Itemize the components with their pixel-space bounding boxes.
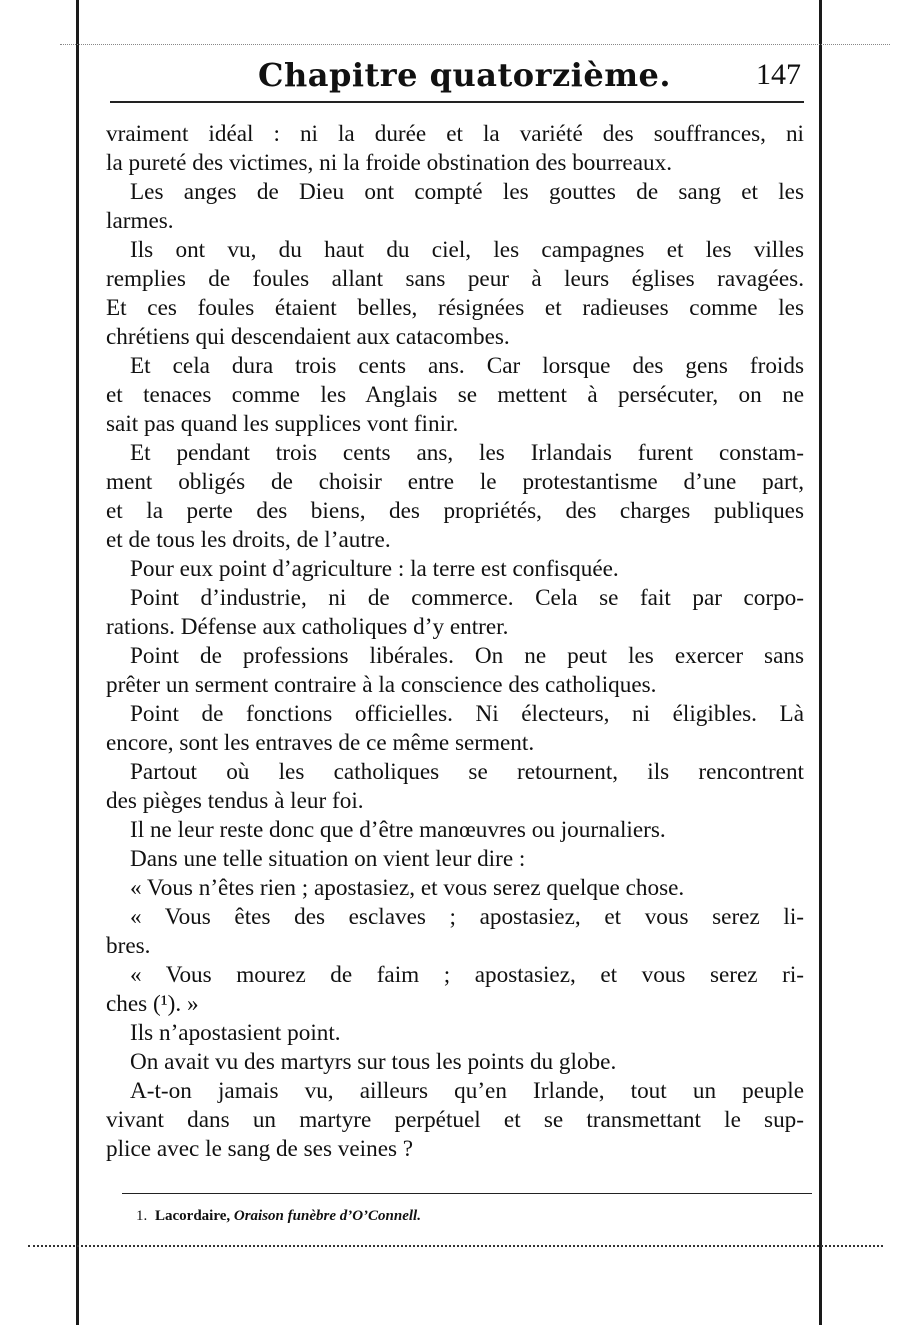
crop-mark-left — [76, 0, 79, 1325]
running-title: Chapitre quatorzième. — [258, 56, 672, 94]
page-header — [108, 52, 803, 102]
page-number: 147 — [756, 58, 801, 91]
text-line: ment obligés de choisir entre le protestantisme d’une part, — [106, 469, 804, 495]
text-line: Et ces foules étaient belles, résignées et radieuses comme les — [106, 295, 804, 321]
text-line: larmes. — [106, 208, 174, 234]
text-line: Point de professions libérales. On ne peut les exercer sans — [130, 643, 804, 669]
text-line: Dans une telle situation on vient leur dire : — [130, 846, 526, 872]
text-line: rations. Défense aux catholiques d’y entrer. — [106, 614, 509, 640]
crop-mark-bottom — [28, 1245, 883, 1248]
crop-mark-right — [819, 0, 822, 1325]
text-line: Pour eux point d’agriculture : la terre est confisquée. — [130, 556, 619, 582]
text-line: et tenaces comme les Anglais se mettent à persécuter, on ne — [106, 382, 804, 408]
text-line: plice avec le sang de ses veines ? — [106, 1136, 414, 1162]
text-line: « Vous êtes des esclaves ; apostasiez, et vous serez li- — [130, 904, 804, 930]
text-line: On avait vu des martyrs sur tous les points du globe. — [130, 1049, 617, 1075]
text-line: prêter un serment contraire à la conscience des catholiques. — [106, 672, 657, 698]
crop-mark-top — [60, 44, 890, 46]
text-line: A-t-on jamais vu, ailleurs qu’en Irlande, tout un peuple — [130, 1078, 804, 1104]
text-line: vraiment idéal : ni la durée et la variété des souffrances, ni — [106, 121, 804, 147]
text-line: encore, sont les entraves de ce même serment. — [106, 730, 535, 756]
text-line: Et pendant trois cents ans, les Irlandais furent constam- — [130, 440, 804, 466]
text-line: Point d’industrie, ni de commerce. Cela se fait par corpo- — [130, 585, 804, 611]
text-line: remplies de foules allant sans peur à leurs églises ravagées. — [106, 266, 804, 292]
text-line: Il ne leur reste donc que d’être manœuvres ou journaliers. — [130, 817, 666, 843]
footnote — [136, 1208, 421, 1225]
text-line: Ils n’apostasient point. — [130, 1020, 341, 1046]
header-rule — [110, 101, 804, 103]
text-line: ches (¹). » — [106, 991, 199, 1017]
text-line: chrétiens qui descendaient aux catacombes. — [106, 324, 510, 350]
text-line: et la perte des biens, des propriétés, des charges publiques — [106, 498, 804, 524]
text-line: la pureté des victimes, ni la froide obstination des bourreaux. — [106, 150, 672, 176]
text-line: Partout où les catholiques se retournent, ils rencontrent — [130, 759, 804, 785]
text-line: bres. — [106, 933, 151, 959]
text-line: Et cela dura trois cents ans. Car lorsque des gens froids — [130, 353, 804, 379]
footnote-title: Oraison funèbre d’O’Connell. — [233, 1208, 421, 1224]
footnote-number: 1. — [136, 1208, 148, 1224]
text-line: Les anges de Dieu ont compté les gouttes de sang et les — [130, 179, 804, 205]
body-text — [106, 120, 804, 1164]
text-line: « Vous mourez de faim ; apostasiez, et vous serez ri- — [130, 962, 804, 988]
text-line: Ils ont vu, du haut du ciel, les campagnes et les villes — [130, 237, 804, 263]
footnote-author: Lacordaire, — [155, 1208, 231, 1224]
footnote-rule — [122, 1193, 812, 1194]
text-line: et de tous les droits, de l’autre. — [106, 527, 391, 553]
text-line: « Vous n’êtes rien ; apostasiez, et vous serez quelque chose. — [130, 875, 685, 901]
text-line: sait pas quand les supplices vont finir. — [106, 411, 459, 437]
text-line: vivant dans un martyre perpétuel et se transmettant le sup- — [106, 1107, 804, 1133]
text-line: Point de fonctions officielles. Ni électeurs, ni éligibles. Là — [130, 701, 804, 727]
text-line: des pièges tendus à leur foi. — [106, 788, 364, 814]
